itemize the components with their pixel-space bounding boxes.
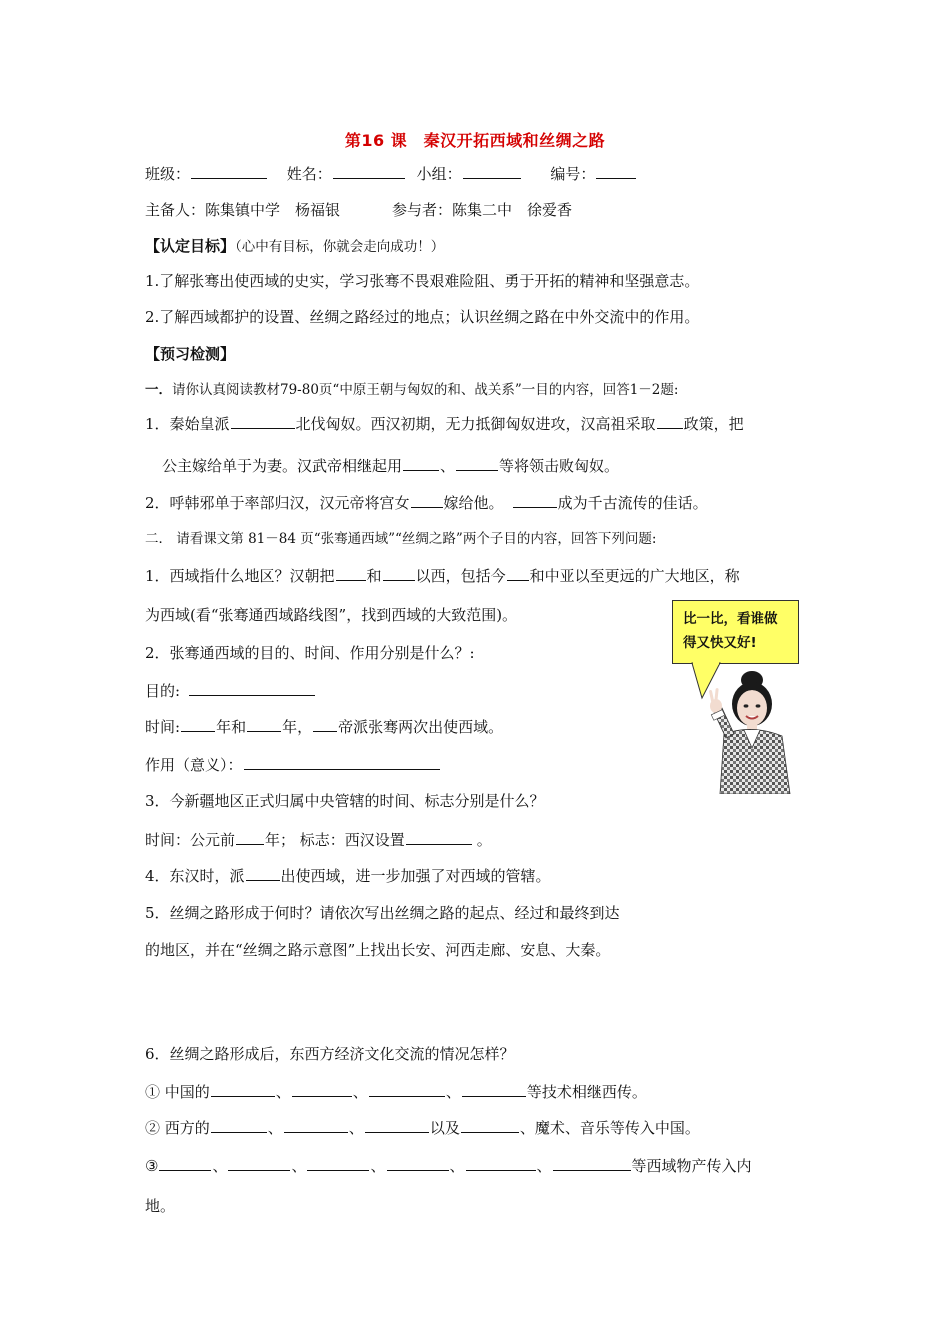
- q2-blank-2[interactable]: [513, 492, 557, 508]
- goal-item-2: 2.了解西域都护的设置、丝绸之路经过的地点；认识丝绸之路在中外交流中的作用。: [145, 308, 700, 326]
- q1-sep: 、: [440, 457, 456, 475]
- c2-sep-1: 、: [267, 1119, 283, 1137]
- c3-blank-4[interactable]: [387, 1155, 449, 1171]
- part2-q3-answer: [145, 829, 492, 850]
- c2-sep-2: 、: [348, 1119, 364, 1137]
- c3-label: ③: [145, 1157, 159, 1175]
- part2-q3: 3．今新疆地区正式归属中央管辖的时间、标志分别是什么？: [145, 792, 545, 810]
- p2q3-blank-1[interactable]: [236, 829, 264, 845]
- p2q1-text-c: 以西，包括今: [415, 567, 506, 585]
- c3-blank-3[interactable]: [307, 1155, 369, 1171]
- p2q3-blank-2[interactable]: [406, 829, 472, 845]
- q1-blank-3[interactable]: [403, 455, 439, 471]
- question-1-line-2: [162, 455, 619, 476]
- c1-blank-1[interactable]: [211, 1081, 275, 1097]
- participants-text: 参与者：陈集二中 徐爱香: [392, 201, 573, 219]
- author-line: [145, 200, 572, 220]
- q1-text-b: 北伐匈奴。西汉初期，无力抵御匈奴进攻，汉高祖采取: [295, 415, 656, 433]
- p2q4-blank[interactable]: [246, 865, 280, 881]
- time-blank-3[interactable]: [313, 716, 337, 732]
- c1-blank-4[interactable]: [462, 1081, 526, 1097]
- number-label: 编号：: [550, 165, 596, 183]
- number-blank[interactable]: [596, 163, 636, 179]
- purpose-line: [145, 680, 316, 701]
- p2q3-text-b: 年； 标志：西汉设置: [265, 831, 405, 849]
- time-label: 时间:: [145, 718, 181, 736]
- question-1-line-1: [145, 413, 744, 434]
- bubble-line-2: 得又快又好!: [683, 635, 757, 651]
- part2-q1-line-1: [145, 565, 740, 586]
- goal-item-1: 1.了解张骞出使西域的史实，学习张骞不畏艰难险阻、勇于开拓的精神和坚强意志。: [145, 272, 700, 290]
- group-blank[interactable]: [463, 163, 521, 179]
- c3-sep-4: 、: [449, 1157, 465, 1175]
- c1-blank-2[interactable]: [292, 1081, 352, 1097]
- q2-text-a: 2．呼韩邪单于率部归汉，汉元帝将宫女: [145, 494, 410, 512]
- p2q4-text-b: 出使西域，进一步加强了对西域的管辖。: [280, 867, 551, 885]
- preview-heading: 【预习检测】: [145, 345, 236, 363]
- q2-blank-1[interactable]: [411, 492, 443, 508]
- c3-blank-5[interactable]: [466, 1155, 536, 1171]
- bubble-line-1: 比一比，看谁做: [683, 611, 778, 627]
- q2-text-b: 嫁给他。: [443, 494, 504, 512]
- q1-blank-4[interactable]: [456, 455, 498, 471]
- c1-end: 等技术相继西传。: [526, 1083, 647, 1101]
- part2-q2: 2．张骞通西域的目的、时间、作用分别是什么？:: [145, 644, 475, 662]
- student-info-line: [145, 163, 637, 184]
- time-text-b: 年，: [282, 718, 313, 736]
- exchange-item-1: [145, 1081, 647, 1102]
- p2q4-text-a: 4．东汉时，派: [145, 867, 245, 885]
- purpose-label: 目的:: [145, 682, 181, 700]
- q1-text-c: 政策，把: [683, 415, 744, 433]
- part2-q5-line-1: 5．丝绸之路形成于何时？请依次写出丝绸之路的起点、经过和最终到达: [145, 904, 620, 922]
- part1-number: 一．: [145, 382, 172, 398]
- exchange-item-3-tail: 地。: [145, 1197, 176, 1215]
- p2q1-text-b: 和: [366, 567, 382, 585]
- c2-blank-4[interactable]: [461, 1117, 519, 1133]
- effect-line: [145, 754, 441, 775]
- time-blank-1[interactable]: [181, 716, 215, 732]
- c3-end: 等西域物产传入内: [631, 1157, 752, 1175]
- part2-q5-line-2: 的地区，并在“丝绸之路示意图”上找出长安、河西走廊、安息、大秦。: [145, 941, 611, 959]
- lesson-title: 第16 课 秦汉开拓西域和丝绸之路: [344, 131, 606, 150]
- student-girl-illustration: [700, 668, 792, 794]
- c2-blank-2[interactable]: [284, 1117, 348, 1133]
- c2-end: 、魔术、音乐等传入中国。: [519, 1119, 700, 1137]
- c2-blank-3[interactable]: [365, 1117, 429, 1133]
- part2-instruction: 二． 请看课文第 81－84 页“张骞通西域”“丝绸之路”两个子目的内容，回答下列问题:: [145, 531, 657, 547]
- q2-text-c: 成为千古流传的佳话。: [557, 494, 708, 512]
- part2-q1-line-2: 为西域(看“张骞通西域路线图”，找到西域的大致范围)。: [145, 606, 518, 624]
- c1-sep-1: 、: [275, 1083, 291, 1101]
- q1-blank-2[interactable]: [657, 413, 683, 429]
- effect-blank[interactable]: [244, 754, 440, 770]
- name-label: 姓名：: [286, 165, 332, 183]
- p2q1-blank-2[interactable]: [383, 565, 415, 581]
- c1-blank-3[interactable]: [369, 1081, 445, 1097]
- c3-sep-3: 、: [370, 1157, 386, 1175]
- c3-sep-5: 、: [536, 1157, 552, 1175]
- c1-sep-3: 、: [445, 1083, 461, 1101]
- c3-blank-2[interactable]: [228, 1155, 290, 1171]
- c3-sep-1: 、: [212, 1157, 228, 1175]
- part2-q4: [145, 865, 551, 886]
- effect-label: 作用（意义）：: [145, 756, 243, 774]
- c3-sep-2: 、: [291, 1157, 307, 1175]
- c3-blank-6[interactable]: [553, 1155, 631, 1171]
- group-label: 小组：: [416, 165, 462, 183]
- p2q1-blank-3[interactable]: [507, 565, 529, 581]
- goals-heading: 【认定目标】: [145, 237, 236, 255]
- p2q1-blank-1[interactable]: [336, 565, 366, 581]
- part1-text: 请你认真阅读教材79-80页“中原王朝与匈奴的和、战关系”一目的内容，回答1－2题:: [172, 382, 679, 398]
- time-line: [145, 716, 503, 737]
- exchange-item-2: [145, 1117, 700, 1138]
- part1-instruction: [145, 380, 678, 400]
- class-label: 班级：: [145, 165, 191, 183]
- preparer-text: 主备人：陈集镇中学 杨福银: [145, 201, 341, 219]
- exchange-item-3: [145, 1155, 752, 1176]
- c1-sep-2: 、: [352, 1083, 368, 1101]
- c2-label: ② 西方的: [145, 1119, 210, 1137]
- goals-motto: （心中有目标，你就会走向成功！）: [235, 239, 445, 255]
- q1-text-e: 等将领击败匈奴。: [499, 457, 620, 475]
- q1-blank-1[interactable]: [231, 413, 295, 429]
- p2q3-text-c: 。: [476, 831, 492, 849]
- time-blank-2[interactable]: [247, 716, 281, 732]
- q1-text-a: 1．秦始皇派: [145, 415, 230, 433]
- part2-q6: 6．丝绸之路形成后，东西方经济文化交流的情况怎样？: [145, 1045, 515, 1063]
- time-text-c: 帝派张骞两次出使西域。: [338, 718, 504, 736]
- class-blank[interactable]: [191, 163, 267, 179]
- goals-heading-line: [145, 236, 444, 257]
- purpose-blank[interactable]: [189, 680, 315, 696]
- p2q1-text-d: 和中亚以至更远的广大地区，称: [529, 567, 740, 585]
- time-text-a: 年和: [216, 718, 247, 736]
- p2q3-text-a: 时间：公元前: [145, 831, 236, 849]
- c3-blank-1[interactable]: [159, 1155, 211, 1171]
- p2q1-text-a: 1．西域指什么地区？汉朝把: [145, 567, 335, 585]
- c2-blank-1[interactable]: [211, 1117, 267, 1133]
- c2-and: 以及: [429, 1119, 460, 1137]
- q1-text-d: 公主嫁给单于为妻。汉武帝相继起用: [162, 457, 403, 475]
- speech-bubble: [672, 600, 799, 664]
- c1-label: ① 中国的: [145, 1083, 210, 1101]
- question-2: [145, 492, 708, 513]
- name-blank[interactable]: [333, 163, 405, 179]
